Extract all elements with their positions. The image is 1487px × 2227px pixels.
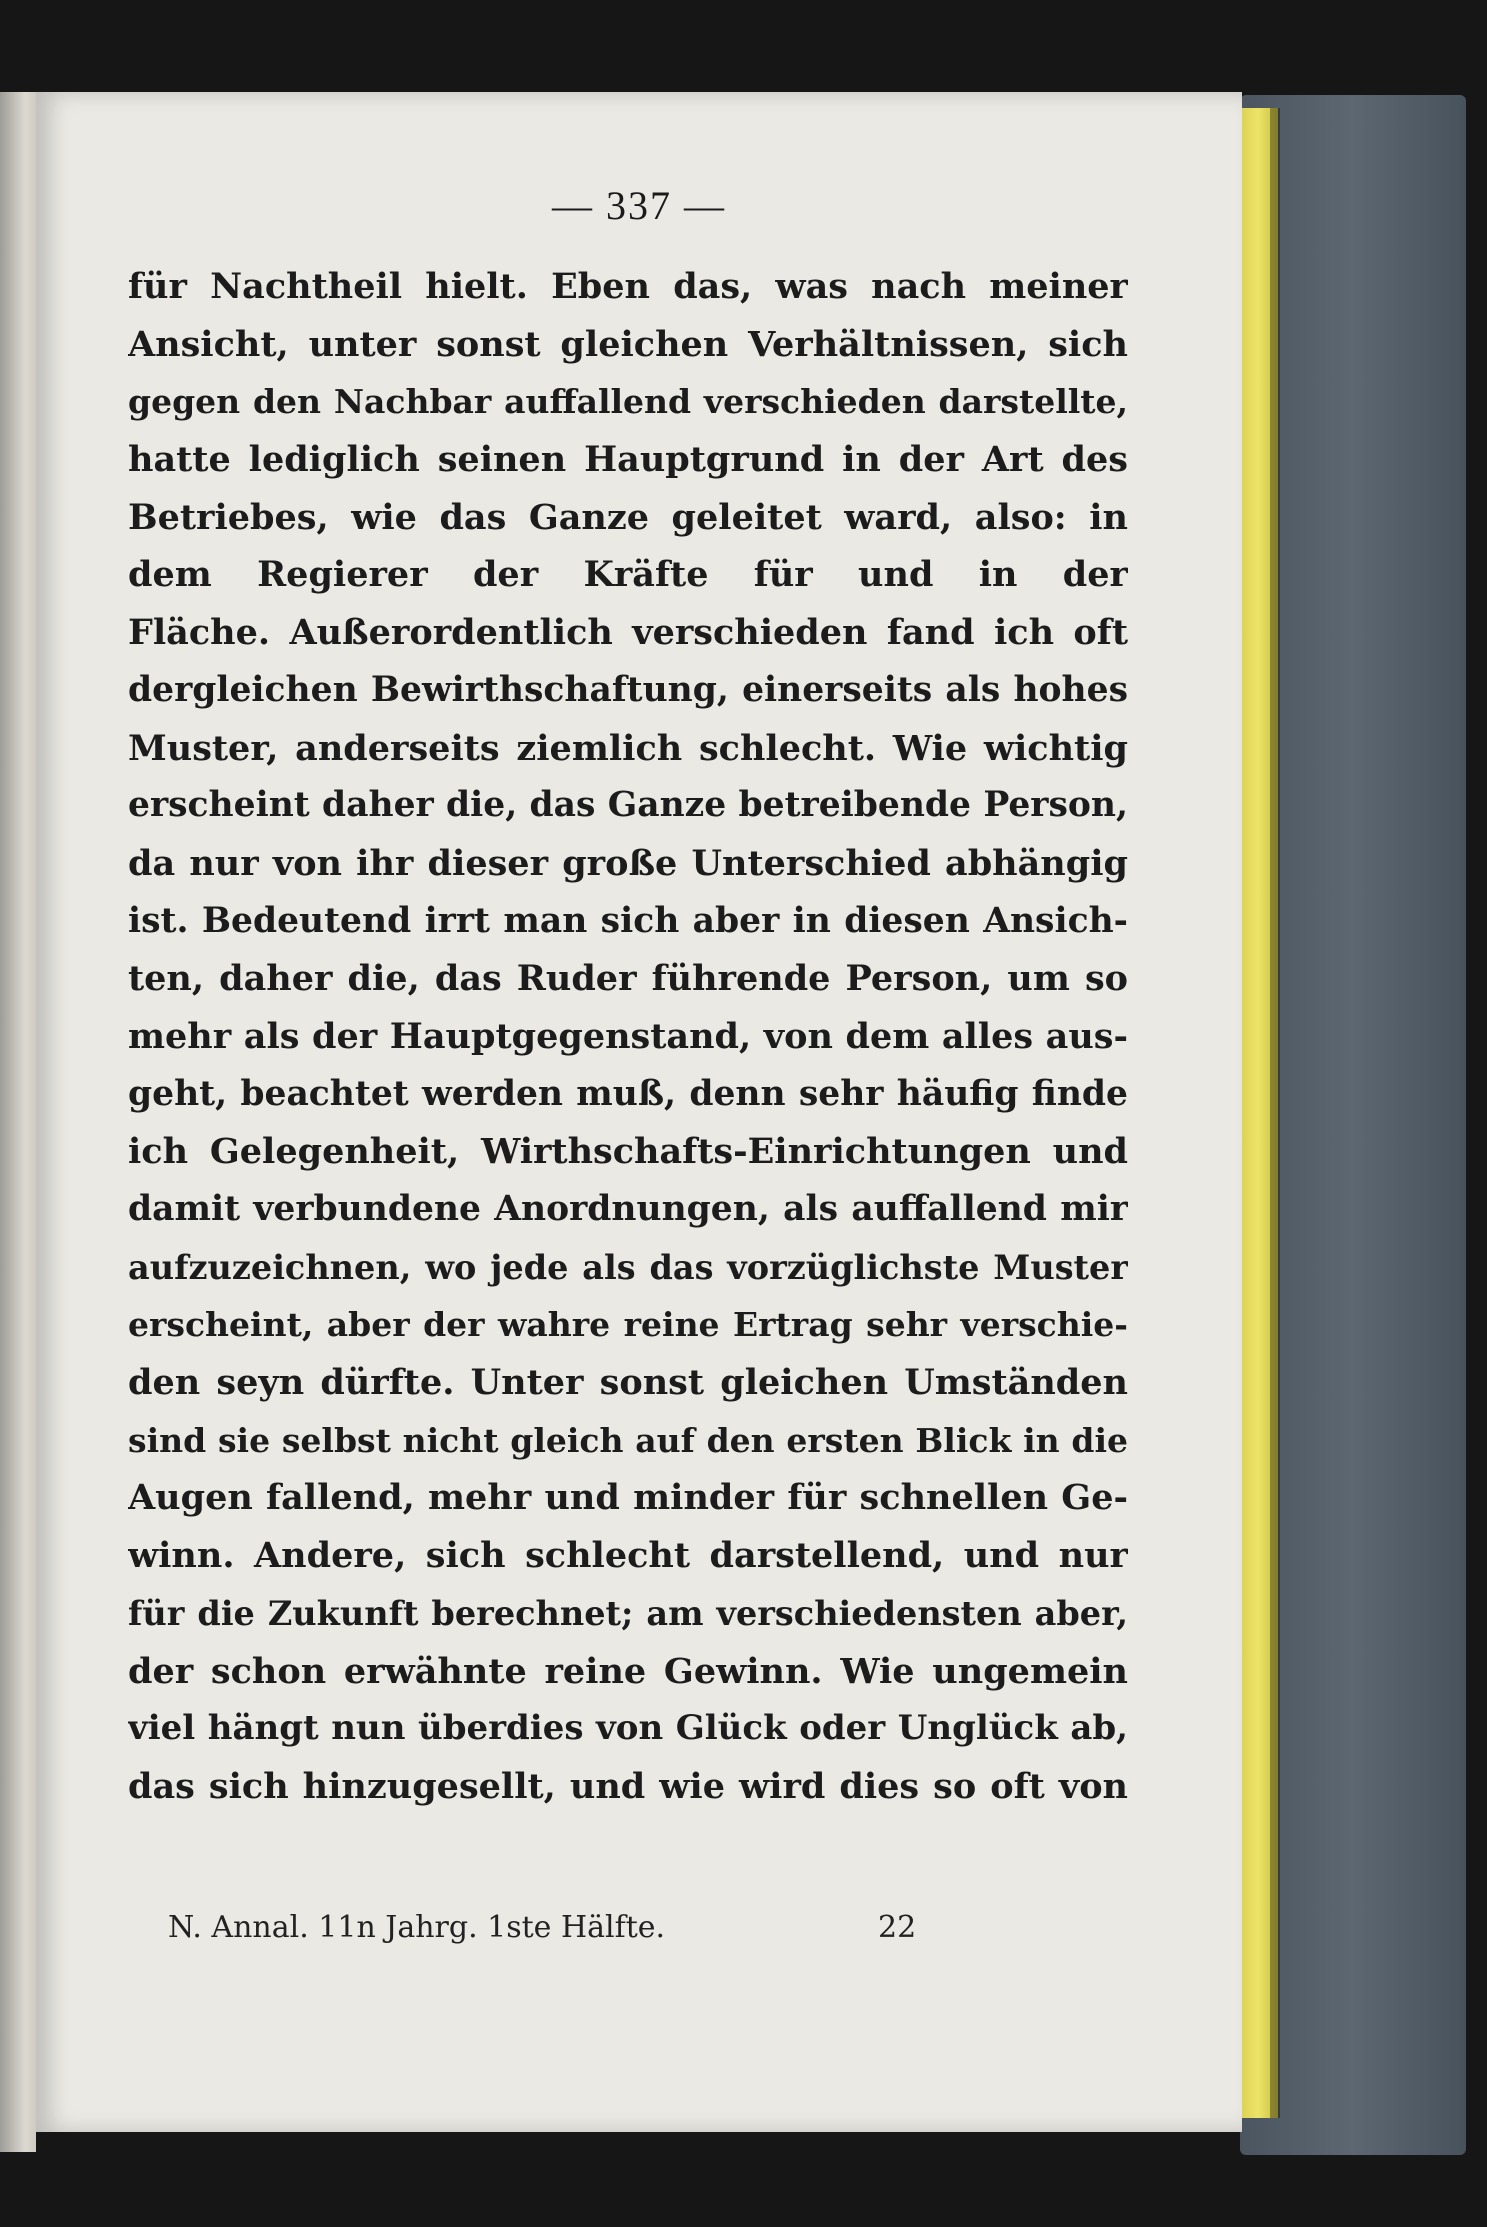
- book-page: [36, 92, 1242, 2132]
- text-line: für Nachtheil hielt. Eben das, was nach meiner: [128, 266, 1128, 307]
- text-line: den seyn dürfte. Unter sonst gleichen Umständen: [128, 1362, 1128, 1404]
- text-line: viel hängt nun überdies von Glück oder Unglück ab,: [128, 1708, 1128, 1749]
- text-line: ten, daher die, das Ruder führende Person, um so: [128, 958, 1128, 1000]
- text-line: gegen den Nachbar auffallend verschieden darstellte,: [128, 382, 1128, 422]
- text-line: ist. Bedeutend irrt man sich aber in diesen Ansich-: [128, 900, 1128, 941]
- text-line: Muster, anderseits ziemlich schlecht. Wie wichtig: [128, 727, 1128, 769]
- text-line: Betriebes, wie das Ganze geleitet ward, also: in: [128, 496, 1128, 538]
- text-line: Ansicht, unter sonst gleichen Verhältnissen, sich: [128, 323, 1128, 365]
- text-line: hatte lediglich seinen Hauptgrund in der Art des: [128, 439, 1128, 481]
- text-line: der schon erwähnte reine Gewinn. Wie ungemein: [128, 1650, 1128, 1692]
- text-line: das sich hinzugesellt, und wie wird dies so oft von: [128, 1765, 1128, 1807]
- body-text: [128, 258, 1128, 1816]
- page-footer: [128, 1910, 1128, 1960]
- text-line: damit verbundene Anordnungen, als auffallend mir: [128, 1189, 1128, 1229]
- text-line: für die Zukunft berechnet; am verschiedensten aber,: [128, 1593, 1128, 1633]
- text-line: dergleichen Bewirthschaftung, einerseits als hohes: [128, 669, 1128, 710]
- text-line: dem Regierer der Kräfte für und in der: [128, 554, 1128, 596]
- text-line: winn. Andere, sich schlecht darstellend, und nur: [128, 1535, 1128, 1577]
- page-number-header: — 337 —: [552, 183, 726, 228]
- footer-sheet-number: 22: [878, 1910, 917, 1945]
- text-line: erscheint daher die, das Ganze betreibende Person,: [128, 785, 1128, 826]
- text-line: erscheint, aber der wahre reine Ertrag sehr verschie-: [128, 1305, 1128, 1345]
- text-line: Fläche. Außerordentlich verschieden fand ich oft: [128, 612, 1128, 654]
- text-line: geht, beachtet werden muß, denn sehr häufig finde: [128, 1073, 1128, 1114]
- page-edge-shadow: [1270, 108, 1280, 2118]
- text-line: aufzuzeichnen, wo jede als das vorzüglichste Muster: [128, 1247, 1128, 1287]
- text-line: sind sie selbst nicht gleich auf den ersten Blick in die: [128, 1420, 1128, 1460]
- text-line: ich Gelegenheit, Wirthschafts-Einrichtungen und: [128, 1131, 1128, 1173]
- left-page-sliver: [0, 92, 36, 2152]
- text-line: Augen fallend, mehr und minder für schnellen Ge-: [128, 1477, 1128, 1519]
- footer-signature: N. Annal. 11n Jahrg. 1ste Hälfte.: [168, 1910, 666, 1945]
- text-line: da nur von ihr dieser große Unterschied abhängig: [128, 842, 1128, 884]
- text-line: mehr als der Hauptgegenstand, von dem alles aus-: [128, 1015, 1128, 1057]
